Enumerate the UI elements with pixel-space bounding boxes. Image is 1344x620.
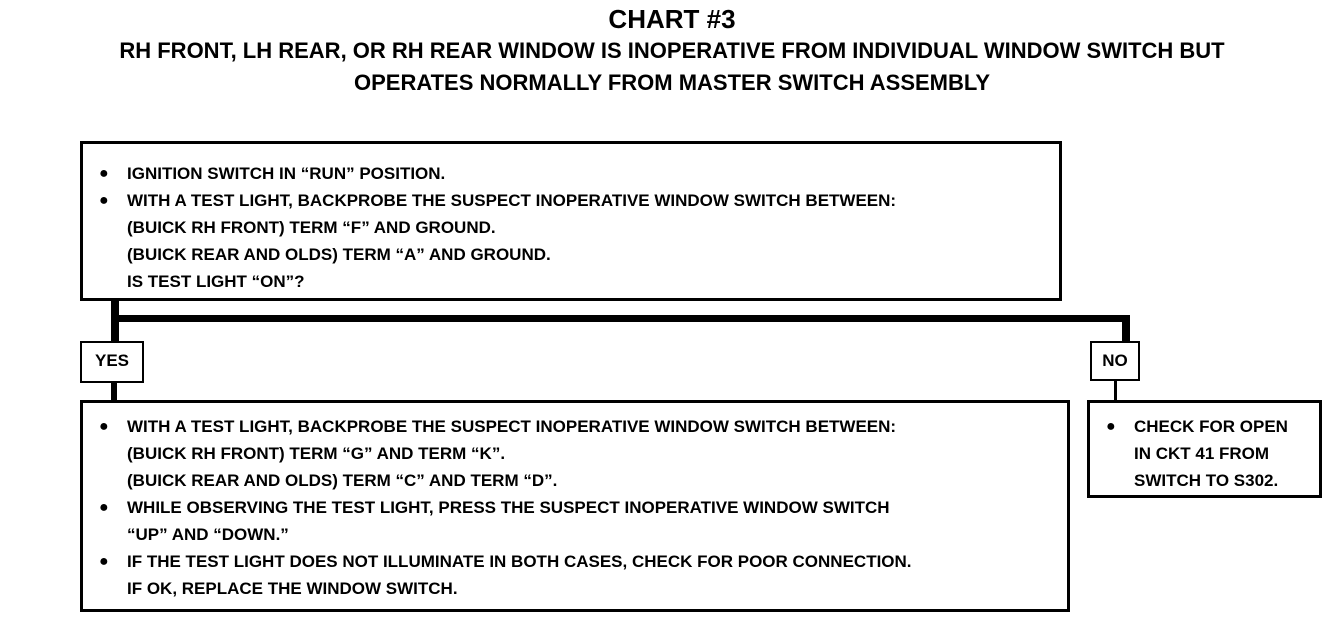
step-line [97,467,1067,494]
connector-yes-to-box [111,381,117,402]
chart-subtitle-line-1: RH FRONT, LH REAR, OR RH REAR WINDOW IS INOPERATIVE FROM INDIVIDUAL WINDOW SWITCH BUT [119,38,1225,63]
no-branch-step-box [1087,400,1322,498]
bullet-icon: ● [1106,418,1116,435]
step-line [97,494,1067,521]
step-text: WITH A TEST LIGHT, BACKPROBE THE SUSPECT INOPERATIVE WINDOW SWITCH BETWEEN: [127,191,897,210]
bullet-icon: ● [99,553,109,570]
step-line [97,413,1067,440]
step-text: “UP” AND “DOWN.” [127,525,289,544]
step-text: CHECK FOR OPEN [1134,417,1288,436]
step-text: WHILE OBSERVING THE TEST LIGHT, PRESS THE SUSPECT INOPERATIVE WINDOW SWITCH [127,498,890,517]
bullet-icon: ● [99,165,109,182]
step-text: (BUICK REAR AND OLDS) TERM “A” AND GROUND. [127,245,551,264]
step-text: (BUICK RH FRONT) TERM “F” AND GROUND. [127,218,496,237]
step-line [1104,467,1319,494]
step-line [1104,440,1319,467]
step-line [97,241,1059,268]
step-question [97,268,1059,295]
step-text: SWITCH TO S302. [1134,471,1279,490]
yes-branch-step-box [80,400,1070,612]
connector-horizontal-branch [111,315,1130,322]
step-line [97,440,1067,467]
bullet-icon: ● [99,418,109,435]
step-text: WITH A TEST LIGHT, BACKPROBE THE SUSPECT INOPERATIVE WINDOW SWITCH BETWEEN: [127,417,897,436]
step-text: IF OK, REPLACE THE WINDOW SWITCH. [127,579,458,598]
step-line [97,575,1067,602]
bullet-icon: ● [99,499,109,516]
step-text: IF THE TEST LIGHT DOES NOT ILLUMINATE IN BOTH CASES, CHECK FOR POOR CONNECTION. [127,552,912,571]
step-text: IN CKT 41 FROM [1134,444,1270,463]
step-line [97,548,1067,575]
step-line [1104,413,1319,440]
yes-branch-label: YES [80,341,144,383]
step-text: (BUICK REAR AND OLDS) TERM “C” AND TERM “D”. [127,471,558,490]
step-line [97,214,1059,241]
step-line [97,160,1059,187]
step-line [97,187,1059,214]
connector-no-to-box [1114,379,1117,402]
step-line [97,521,1067,548]
no-branch-label: NO [1090,341,1140,381]
step-text: IS TEST LIGHT “ON”? [127,272,305,291]
connector-no-vertical [1122,315,1130,343]
chart-title: CHART #3 [608,4,736,34]
bullet-icon: ● [99,192,109,209]
ignition-test-step-box [80,141,1062,301]
step-text: (BUICK RH FRONT) TERM “G” AND TERM “K”. [127,444,506,463]
chart-subtitle-line-2: OPERATES NORMALLY FROM MASTER SWITCH ASSEMBLY [353,70,990,95]
step-text: IGNITION SWITCH IN “RUN” POSITION. [127,164,446,183]
